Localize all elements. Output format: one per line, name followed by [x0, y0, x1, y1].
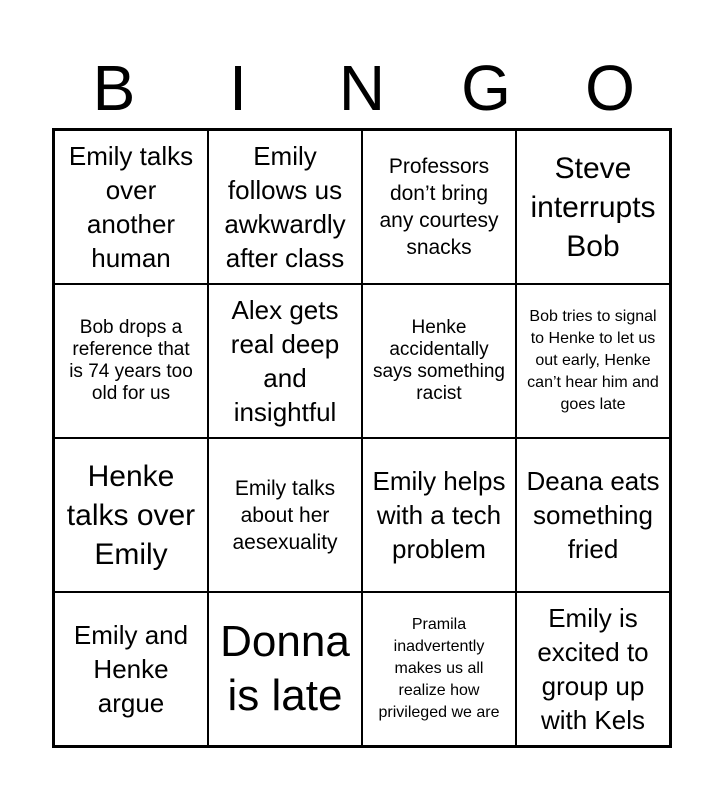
- cell-text: Steve interrupts Bob: [530, 151, 656, 263]
- cell-text: Emily helps with a tech problem: [372, 466, 506, 564]
- cell-text: Professors don’t bring any courtesy snacks: [379, 155, 499, 259]
- bingo-cell[interactable]: [54, 438, 208, 592]
- cell-text: Deana eats something fried: [526, 466, 660, 564]
- bingo-cell[interactable]: [516, 438, 670, 592]
- header-letter-i: I: [229, 52, 247, 124]
- bingo-cell[interactable]: [362, 130, 516, 284]
- bingo-cell[interactable]: [208, 438, 362, 592]
- bingo-cell[interactable]: [362, 284, 516, 438]
- bingo-cell[interactable]: [516, 130, 670, 284]
- cell-text: Alex gets real deep and insightful: [230, 295, 340, 427]
- bingo-board: [52, 128, 672, 748]
- bingo-cell[interactable]: [208, 130, 362, 284]
- cell-text: Henke accidentally says something racist: [372, 317, 505, 404]
- bingo-cell[interactable]: [362, 438, 516, 592]
- header-letter-b: B: [92, 52, 136, 124]
- bingo-cell[interactable]: [362, 592, 516, 746]
- bingo-header: [52, 48, 672, 128]
- header-letter-o: O: [585, 52, 635, 124]
- bingo-cell[interactable]: [516, 592, 670, 746]
- cell-text: Donna is late: [220, 617, 350, 720]
- cell-text: Bob tries to signal to Henke to let us out early, Henke can’t hear him and goes late: [527, 308, 659, 413]
- bingo-cell[interactable]: [54, 284, 208, 438]
- cell-text: Emily is excited to group up with Kels: [537, 603, 649, 735]
- cell-text: Henke talks over Emily: [66, 459, 196, 571]
- cell-text: Emily talks over another human: [68, 141, 194, 273]
- header-letter-g: G: [461, 52, 511, 124]
- bingo-cell[interactable]: [54, 130, 208, 284]
- cell-text: Bob drops a reference that is 74 years too old for us: [69, 317, 193, 404]
- cell-text: Emily follows us awkwardly after class: [224, 141, 346, 273]
- bingo-cell[interactable]: [208, 592, 362, 746]
- bingo-cell[interactable]: [54, 592, 208, 746]
- cell-text: Emily and Henke argue: [73, 620, 189, 718]
- bingo-cell[interactable]: [516, 284, 670, 438]
- cell-text: Pramila inadvertently makes us all realize how privileged we are: [378, 616, 500, 721]
- bingo-cell[interactable]: [208, 284, 362, 438]
- header-letter-n: N: [338, 52, 386, 124]
- cell-text: Emily talks about her aesexuality: [232, 476, 338, 554]
